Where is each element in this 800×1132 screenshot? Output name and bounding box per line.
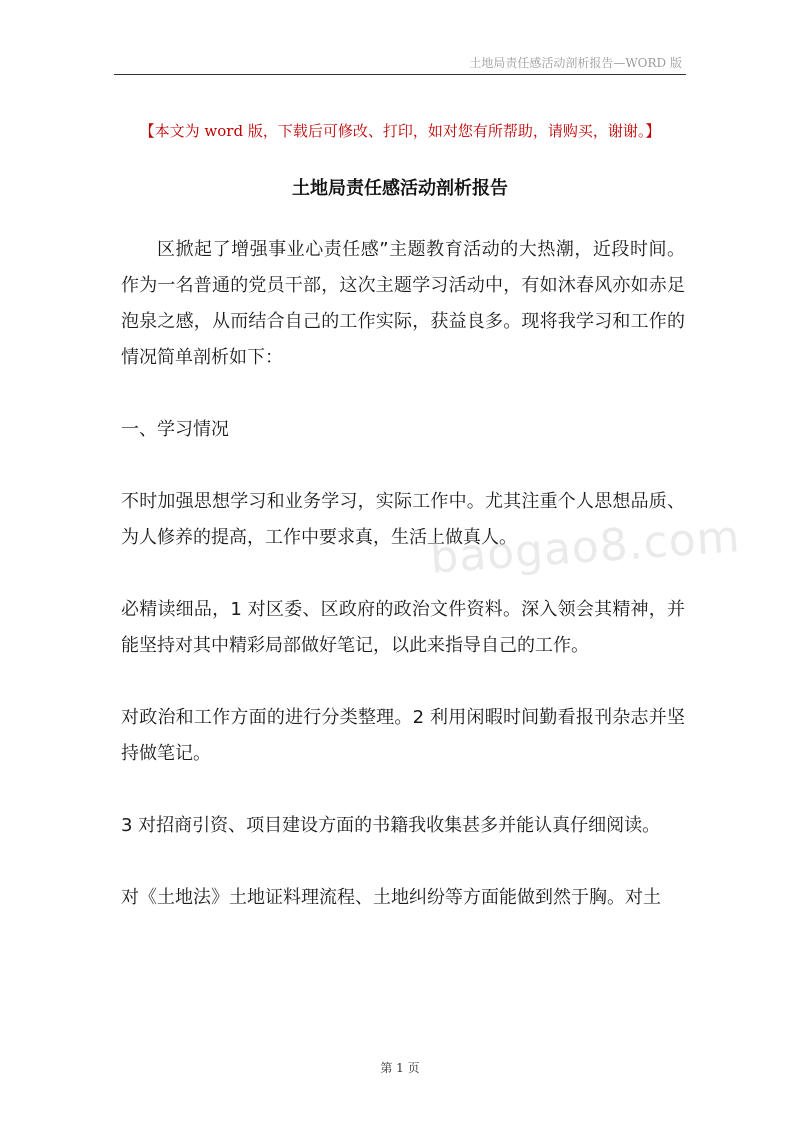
- header-divider: [114, 74, 686, 75]
- watermark: baogao8.com: [428, 511, 742, 584]
- page-number: 第 1 页: [380, 1061, 420, 1075]
- paragraph: 对政治和工作方面的进行分类整理。2 利用闲暇时间勤看报刊杂志并坚持做笔记。: [121, 707, 685, 764]
- paragraph: 不时加强思想学习和业务学习，实际工作中。尤其注重个人思想品质、为人修养的提高，工作中要求真，生活上做真人。: [121, 491, 685, 548]
- document-body: [121, 232, 685, 916]
- paragraph: 3 对招商引资、项目建设方面的书籍我收集甚多并能认真仔细阅读。: [121, 815, 661, 836]
- document-title: 土地局责任感活动剖析报告: [292, 178, 508, 199]
- paragraph: 对《土地法》土地证料理流程、土地纠纷等方面能做到然于胸。对土: [121, 887, 661, 908]
- section-heading: 一、学习情况: [121, 419, 229, 440]
- running-header: 土地局责任感活动剖析报告—WORD 版: [469, 56, 682, 70]
- paragraph-intro: 区掀起了增强事业心责任感”主题教育活动的大热潮，近段时间。作为一名普通的党员干部，这次主题学习活动中，有如沐春风亦如赤足泡泉之感，从而结合自己的工作实际，获益良多。现将我学习和工作的情况简单剖析如下：: [121, 239, 685, 368]
- paragraph: 必精读细品，1 对区委、区政府的政治文件资料。深入领会其精神，并能坚持对其中精彩局部做好笔记，以此来指导自己的工作。: [121, 599, 685, 656]
- download-notice: 【本文为 word 版，下载后可修改、打印，如对您有所帮助，请购买，谢谢。】: [139, 122, 661, 140]
